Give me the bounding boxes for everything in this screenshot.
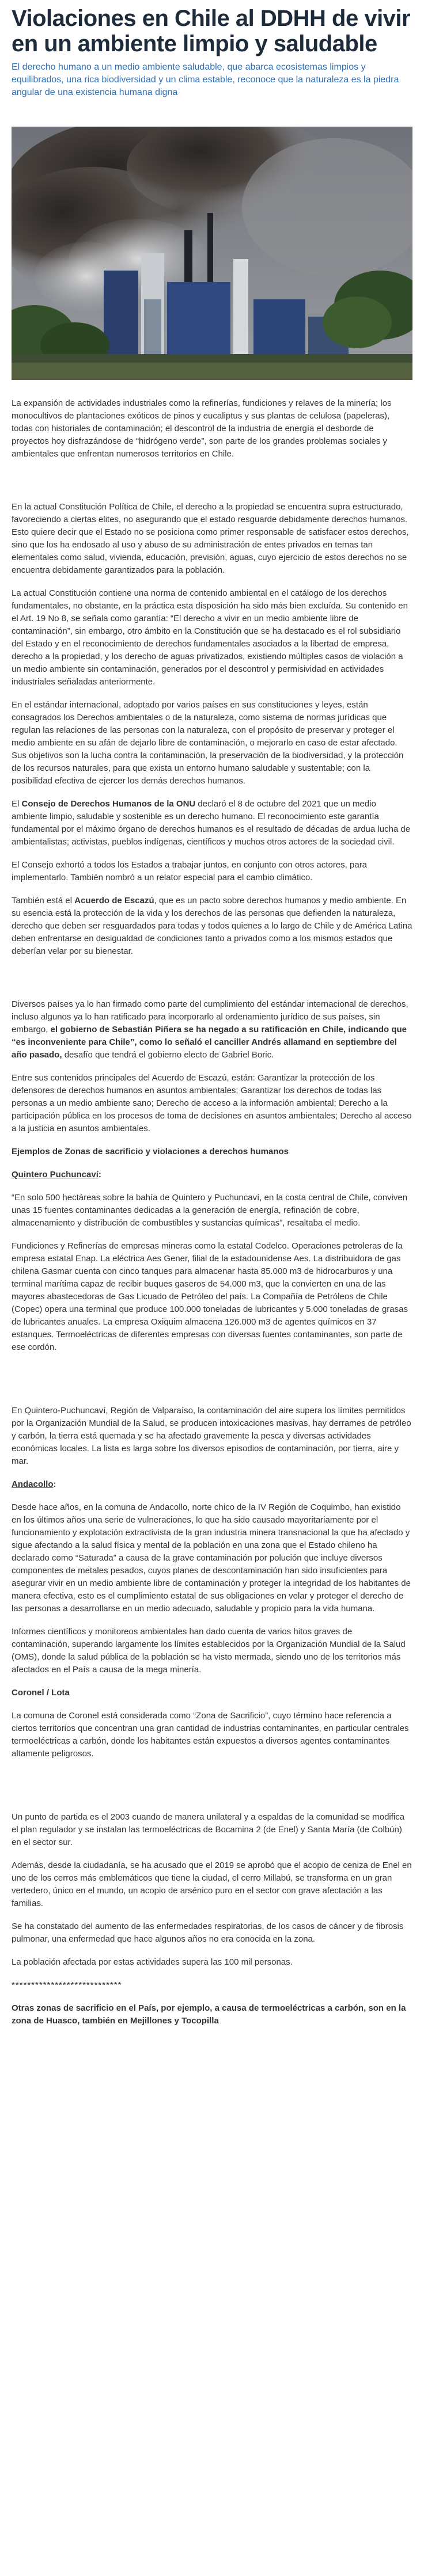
- separator-stars: ****************************: [12, 1980, 122, 1990]
- quintero-colon: :: [98, 1170, 101, 1179]
- paragraph-industrial-expansion: La expansión de actividades industriales como la refinerías, fundiciones y relaves de la minería; los monocultivos de plantaciones exóticos de pinos y eucaliptus y sus plantas de celulosa (papeleras), todas con historiales de contaminación; el descontrol de la industria de energía el desborde de proyectos hoy disfrazándose de “hidrógeno verde”, son parte de los grandes problemas sociales y ambientales que enfrentan numerosos territorios en Chile.: [12, 398, 392, 459]
- paragraph-andacollo-reports: Informes científicos y monitoreos ambientales han dado cuenta de varios hitos graves de contaminación, superando largamente los límites establecidos por la Organización Mundial de la Salud (OMS), donde la salud pública de la población se ha visto mermada, siendo uno de los territorios más afectados en el País a causa de la mega minería.: [12, 1627, 406, 1675]
- ratification-bold: el gobierno de Sebastián Piñera se ha negado a su ratificación en Chile, indicando que “es inconveniente para Chile”, como lo señaló el canciller Andrés allamand en septiembre del año pasado,: [12, 1025, 407, 1060]
- paragraph-quintero-companies: Fundiciones y Refinerías de empresas mineras como la estatal Codelco. Operaciones petroleras de la empresa estatal Enap. La eléctrica Aes Gener, filial de la estadounidense Aes. La distribuidora de gas chilena Gasmar cuenta con cinco tanques para almacenar hasta 85.000 m3 de hidrocarburos y una terminal marítima capaz de recibir buques gaseros de 54.000 m3, que la convierten en una de las mayores abastecedoras de Gas Licuado de Petróleo del país. La Compañía de Petróleos de Chile (Copec) opera una terminal que produce 100.000 toneladas de lubricantes y 5.000 toneladas de grasas de lubricantes anuales. La empresa Oxiquim almacena 126.000 m3 de agentes químicos en 37 estanques. Termoeléctricas de diferentes empresas con diversas fuentes contaminantes, son parte de ese cordón.: [12, 1241, 408, 1352]
- heading-zonas: Ejemplos de Zonas de sacrificio y violaciones a derechos humanos: [12, 1147, 289, 1156]
- paragraph-coronel-2003: Un punto de partida es el 2003 cuando de manera unilateral y a espaldas de la comunidad se modifica el plan regulador y se instalan las termoeléctricas de Bocamina 2 (de Enel) y Santa María (de Colbún) en el sector sur.: [12, 1812, 405, 1847]
- paragraph-coronel-ash: Además, desde la ciudadanía, se ha acusado que el 2019 se aprobó que el acopio de ceniza de Enel en uno de los cerros más emblemáticos que tiene la ciudad, el cerro Millabú, se transforma en un gran vertedero, único en el mundo, un acopio de arsénico puro en el sector con grave afectación a las familias.: [12, 1860, 412, 1908]
- onu-council-name: Consejo de Derechos Humanos de la ONU: [21, 799, 196, 809]
- heading-andacollo: Andacollo:: [12, 1479, 56, 1489]
- heading-coronel: Coronel / Lota: [12, 1688, 70, 1698]
- andacollo-label: Andacollo: [12, 1479, 54, 1489]
- escazu-name: Acuerdo de Escazú: [74, 896, 154, 905]
- article-photo: [12, 127, 412, 380]
- paragraph-quintero-pollution: En Quintero-Puchuncaví, Región de Valparaíso, la contaminación del aire supera los límites permitidos por la Organización Mundial de la Salud, se producen intoxicaciones masivas, hay derrames de petróleo y carbón, la tierra está quemada y se ha afectado gravemente la pesca y diversas actividades económicas locales. La lista es larga sobre los diversos episodios de contaminación, por tierra, aire y mar.: [12, 1406, 411, 1466]
- escazu-pre: También está el: [12, 896, 75, 905]
- paragraph-constitution-environment: La actual Constitución contiene una norma de contenido ambiental en el catálogo de los derechos fundamentales, no obstante, en la práctica esta disposición ha sido más bien excluída. Su contenido en el Art. 19 No 8, se señala como garantía: “El derecho a vivir en un medio ambiente libre de contaminación”, sin embargo, otro ámbito en la Constitución que se ha destacado es el rol subsidiario del Estado y en el reconocimiento de derechos fundamentales asociados a la libertad de empresa, derecho a la propiedad, y los derecho de aguas privatizados, existiendo múltiples casos de violación a un medio ambiente sin contaminación, generados por el descontrol y permisividad en actividades industriales señaladas anteriormente.: [12, 588, 408, 687]
- heading-quintero: [12, 1169, 412, 1181]
- quintero-label: Quintero Puchuncaví: [12, 1170, 99, 1179]
- paragraph-international-standard: En el estándar internacional, adoptado por varios países en sus constituciones y leyes, están consagrados los Derechos ambientales o de la naturaleza, como sistema de normas jurídicas que regulan las relaciones de las personas con la naturaleza, con el propósito de preservar y proteger el medio ambiente en su afán de dejarlo libre de contaminación, o mejorarlo en caso de estar afectado. Sus objetivos son la lucha contra la contaminación, la preservación de la biodiversidad, y la protección de los recursos naturales, para que exista un entorno humano saludable y sustentable; con la posibilidad efectiva de ejercer los demás derechos humanos.: [12, 700, 404, 786]
- paragraph-coronel: La comuna de Coronel está considerada como “Zona de Sacrificio”, cuyo término hace referencia a ciertos territorios que concentran una gran cantidad de industrias contaminantes, en particular centrales termoeléctricas a carbón, donde los habitantes están expuestos a diversos agentes contaminantes altamente peligrosos.: [12, 1711, 409, 1759]
- paragraph-escazu-contents: Entre sus contenidos principales del Acuerdo de Escazú, están: Garantizar la protección de los defensores de derechos humanos en asuntos ambientales; Garantizar los derechos de todas las personas a un medio ambiente sano; Derecho de acceso a la información ambiental; Derecho a la participación pública en los procesos de toma de decisiones en asuntos ambientales; Derecho al acceso a la justicia en asuntos ambientales.: [12, 1073, 412, 1133]
- paragraph-coronel-diseases: Se ha constatado del aumento de las enfermedades respiratorias, de los casos de cáncer y de fibrosis pulmonar, una enfermedad que hace algunos años no era conocida en la zona.: [12, 1921, 404, 1944]
- ratification-pre: Diversos países ya lo han firmado como parte del cumplimiento del estándar internacional de derechos, incluso algunos ya lo han ratificado para incorporarlo al ordenamiento jurídico de sus países, sin embargo,: [12, 999, 408, 1034]
- article-lead: El derecho humano a un medio ambiente saludable, que abarca ecosistemas limpios y equilibrados, una rica biodiversidad y un clima estable, reconoce que la naturaleza es la piedra angular de una existencia humana digna: [12, 62, 399, 97]
- onu-post: declaró el 8 de octubre del 2021 que un medio ambiente limpio, saludable y sostenible es un derecho humano. El reconocimiento este garantía fundamental por el máximo órgano de derechos humanos es el resultado de décadas de ardua lucha de ambientalistas; activistas, pueblos indígenas, científicos y muchos otros actores de la sociedad civil.: [12, 799, 411, 847]
- paragraph-escazu: [12, 895, 412, 958]
- paragraph-coronel-population: La población afectada por estas actividades supera las 100 mil personas.: [12, 1957, 293, 1967]
- article-title: Violaciones en Chile al DDHH de vivir en un ambiente limpio y saludable: [12, 6, 411, 56]
- paragraph-ratification: [12, 998, 412, 1061]
- paragraph-council-exhort: El Consejo exhortó a todos los Estados a trabajar juntos, en conjunto con otros actores, para implementarlo. También nombró a un relator especial para el cambio climático.: [12, 860, 368, 882]
- onu-pre: El: [12, 799, 22, 809]
- escazu-post: , que es un pacto sobre derechos humanos y medio ambiente. En su esencia está la protección de la vida y los derechos de las personas que defienden la naturaleza, derecho que deben ser resguardados para todas y todos quienes a lo largo de Chile y de América Latina deben enfrentarse en desigualdad de condiciones tanto a privados como a los mismos estados que deberían velar por su bienestar.: [12, 896, 412, 956]
- paragraph-andacollo: Desde hace años, en la comuna de Andacollo, norte chico de la IV Región de Coquimbo, han existido en los últimos años una serie de vulneraciones, lo que ha sido causado mayoritariamente por el funcionamiento y explotación extractivista de la gran industria minera transnacional la que ha afectado y sigue afectando a la salud física y mental de la población en una zona que el Estado chileno ha declarado como “Saturada” a causa de la grave contaminación por polución que incluye diversos componentes de metales pesados, cuyos planes de descontaminación han sido insuficientes para asegurar vivir en un medio ambiente libre de contaminación y proteger la integridad de los habitantes de manera efectiva, esto es el cumplimiento estatal de sus obligaciones en velar y proteger el derecho de las personas a desarrollarse en un medio adecuado, saludable y propicio para la vida humana.: [12, 1502, 411, 1614]
- paragraph-other-zones: Otras zonas de sacrificio en el País, por ejemplo, a causa de termoeléctricas a carbón, son en la zona de Huasco, también en Mejillones y Tocopilla: [12, 2003, 406, 2026]
- paragraph-quintero-quote: “En solo 500 hectáreas sobre la bahía de Quintero y Puchuncaví, en la costa central de Chile, conviven unas 15 fuentes contaminantes dedicadas a la generación de energía, refinación de cobre, almacenamiento y distribución de combustibles y sustancias químicas”, resaltaba el medio.: [12, 1193, 408, 1228]
- paragraph-onu-council: [12, 798, 412, 848]
- paragraph-constitution-property: En la actual Constitución Política de Chile, el derecho a la propiedad se encuentra supra estructurado, favoreciendo a ciertas elites, no asegurando que el estado resguarde debidamente derechos humanos. Esto quiere decir que el Estado no se posiciona como primer responsable de satisfacer estos derechos, sino que los ha endosado al uso y abuso de su administración de entes privados en temas tan elementales como salud, vivienda, educación, previsión, aguas, cuyo ejercicio de estos derechos no se encuentra debidamente garantizados para la población.: [12, 502, 409, 575]
- ratification-post: desafío que tendrá el gobierno electo de Gabriel Boric.: [62, 1050, 274, 1060]
